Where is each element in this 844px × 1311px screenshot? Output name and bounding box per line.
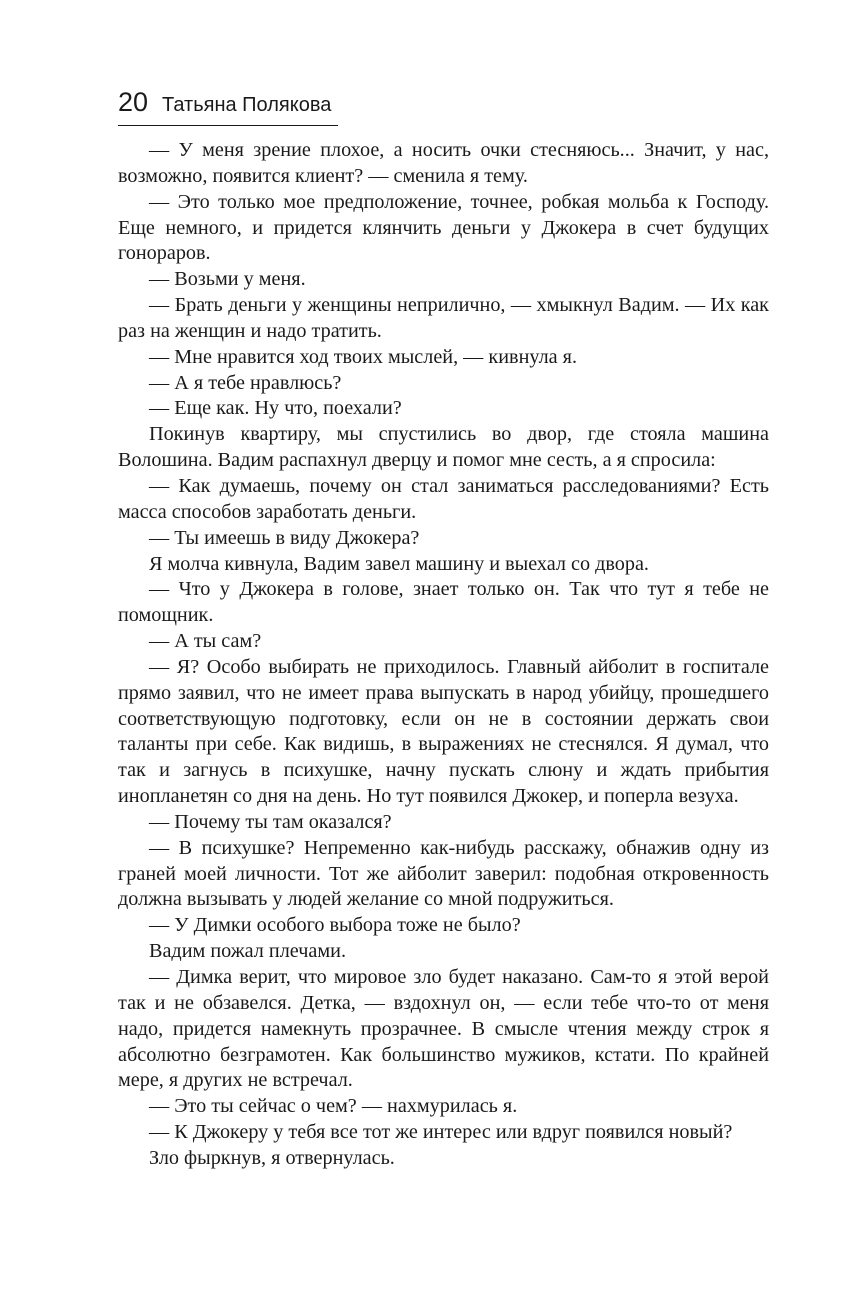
- paragraph: — У меня зрение плохое, а носить очки стесняюсь... Значит, у нас, возможно, появится клиент? — сменила я тему.: [118, 139, 769, 187]
- paragraph: — А я тебе нравлюсь?: [149, 371, 342, 394]
- paragraph: — Я? Особо выбирать не приходилось. Главный айболит в госпитале прямо заявил, что не имеет права выпускать в народ убийцу, прошедшего соответствующую подготовку, если он не в состоянии держать свои таланты при себе. Как видишь, в выражениях не стеснялся. Я думал, что так и загнусь в психушке, начну пускать слюну и ждать прибытия инопланетян со дня на день. Но тут появился Джокер, и поперла везуха.: [118, 655, 769, 808]
- book-page: [118, 84, 769, 1172]
- paragraph: Я молча кивнула, Вадим завел машину и выехал со двора.: [149, 552, 649, 575]
- paragraph: Зло фыркнув, я отвернулась.: [149, 1146, 395, 1169]
- running-header: [118, 84, 338, 126]
- paragraph: — Мне нравится ход твоих мыслей, — кивнула я.: [149, 345, 577, 368]
- page-number: 20: [118, 87, 149, 117]
- paragraph: Вадим пожал плечами.: [149, 940, 346, 963]
- paragraph: — Ты имеешь в виду Джокера?: [149, 526, 420, 549]
- paragraph: — Это только мое предположение, точнее, робкая мольба к Господу. Еще немного, и придется клянчить деньги у Джокера в счет будущих гонораров.: [118, 190, 769, 265]
- paragraph: — У Димки особого выбора тоже не было?: [149, 914, 521, 937]
- paragraph: — Это ты сейчас о чем? — нахмурилась я.: [149, 1095, 518, 1118]
- paragraph: — Возьми у меня.: [149, 268, 306, 291]
- paragraph: — Брать деньги у женщины неприлично, — хмыкнул Вадим. — Их как раз на женщин и надо тратить.: [118, 294, 769, 342]
- author-name: Татьяна Полякова: [162, 94, 332, 116]
- body-text: [118, 138, 769, 1172]
- paragraph: — А ты сам?: [149, 630, 262, 653]
- paragraph: — К Джокеру у тебя все тот же интерес или вдруг появился новый?: [149, 1121, 733, 1144]
- paragraph: — Что у Джокера в голове, знает только он. Так что тут я тебе не помощник.: [118, 578, 769, 627]
- paragraph: Покинув квартиру, мы спустились во двор, где стояла машина Волошина. Вадим распахнул дверцу и помог мне сесть, а я спросила:: [118, 423, 769, 472]
- paragraph: — Еще как. Ну что, поехали?: [149, 397, 402, 420]
- paragraph: — Димка верит, что мировое зло будет наказано. Сам-то я этой верой так и не обзавелся. Детка, — вздохнул он, — если тебе что-то от меня надо, придется намекнуть прозрачнее. В смысле чтения между строк я абсолютно безграмотен. Как большинство мужиков, кстати. По крайней мере, я других не встречал.: [118, 966, 769, 1092]
- paragraph: — Как думаешь, почему он стал заниматься расследованиями? Есть масса способов заработать деньги.: [118, 474, 769, 523]
- paragraph: — Почему ты там оказался?: [149, 810, 392, 833]
- paragraph: — В психушке? Непременно как-нибудь расскажу, обнажив одну из граней моей личности. Тот же айболит заверил: подобная откровенность должна вызывать у людей желание со мной подружиться.: [118, 836, 769, 911]
